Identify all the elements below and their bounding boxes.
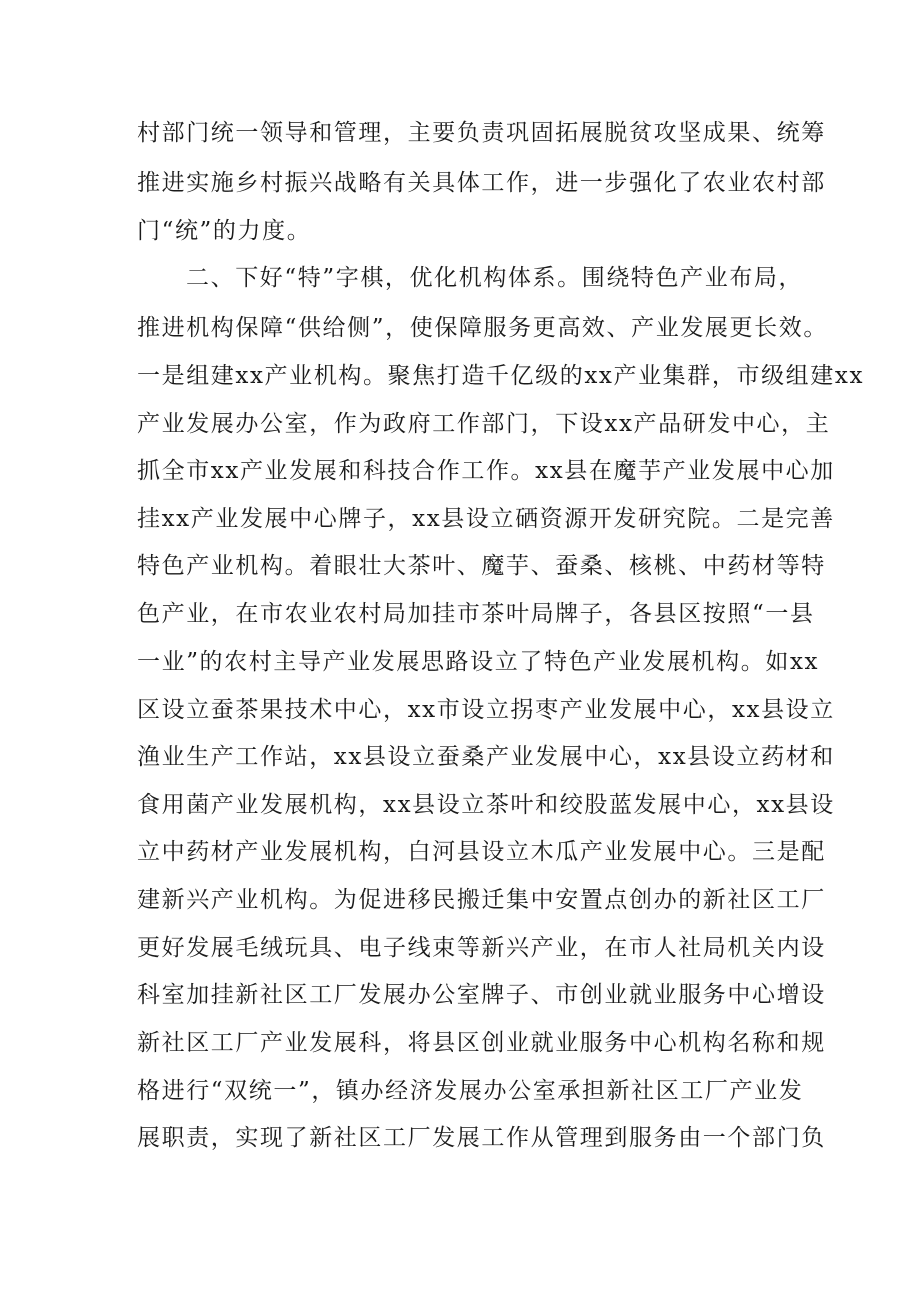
text-line: 渔业生产工作站，xx县设立蚕桑产业发展中心，xx县设立药材和 — [137, 744, 835, 770]
text-line: 挂xx产业发展中心牌子，xx县设立硒资源开发研究院。二是完善 — [137, 506, 835, 532]
text-line: 科室加挂新社区工厂发展办公室牌子、市创业就业服务中心增设 — [137, 982, 826, 1008]
text-line: 村部门统一领导和管理，主要负责巩固拓展脱贫攻坚成果、统筹 — [137, 120, 826, 146]
text-line: 格进行“双统一”，镇办经济发展办公室承担新社区工厂产业发 — [137, 1078, 804, 1104]
text-line: 门“统”的力度。 — [137, 218, 312, 244]
text-line: 一业”的农村主导产业发展思路设立了特色产业发展机构。如xx — [137, 649, 820, 675]
text-line: 推进实施乡村振兴战略有关具体工作，进一步强化了农业农村部 — [137, 170, 826, 196]
text-line: 特色产业机构。着眼壮大茶叶、魔芋、蚕桑、核桃、中药材等特 — [137, 553, 826, 579]
text-line: 更好发展毛绒玩具、电子线束等新兴产业，在市人社局机关内设 — [137, 935, 826, 961]
text-line: 建新兴产业机构。为促进移民搬迁集中安置点创办的新社区工厂 — [137, 887, 826, 913]
text-line: 区设立蚕茶果技术中心，xx市设立拐枣产业发展中心，xx县设立 — [137, 697, 835, 723]
text-line: 食用菌产业发展机构，xx县设立茶叶和绞股蓝发展中心，xx县设 — [137, 792, 835, 818]
text-line: 抓全市xx产业发展和科技合作工作。xx县在魔芋产业发展中心加 — [137, 458, 835, 484]
text-line: 色产业，在市农业农村局加挂市茶叶局牌子，各县区按照“一县 — [137, 601, 815, 627]
text-line: 产业发展办公室，作为政府工作部门，下设xx产品研发中心，主 — [137, 411, 831, 437]
text-line: 新社区工厂产业发展科，将县区创业就业服务中心机构名称和规 — [137, 1030, 826, 1056]
text-line: 一是组建xx产业机构。聚焦打造千亿级的xx产业集群，市级组建xx — [137, 363, 865, 389]
paragraph-heading-line: 二、下好“特”字棋，优化机构体系。围绕特色产业布局， — [186, 265, 804, 291]
text-line: 展职责，实现了新社区工厂发展工作从管理到服务由一个部门负 — [137, 1125, 826, 1151]
text-line: 立中药材产业发展机构，白河县设立木瓜产业发展中心。三是配 — [137, 839, 826, 865]
text-line: 推进机构保障“供给侧”，使保障服务更高效、产业发展更长效。 — [137, 315, 828, 341]
